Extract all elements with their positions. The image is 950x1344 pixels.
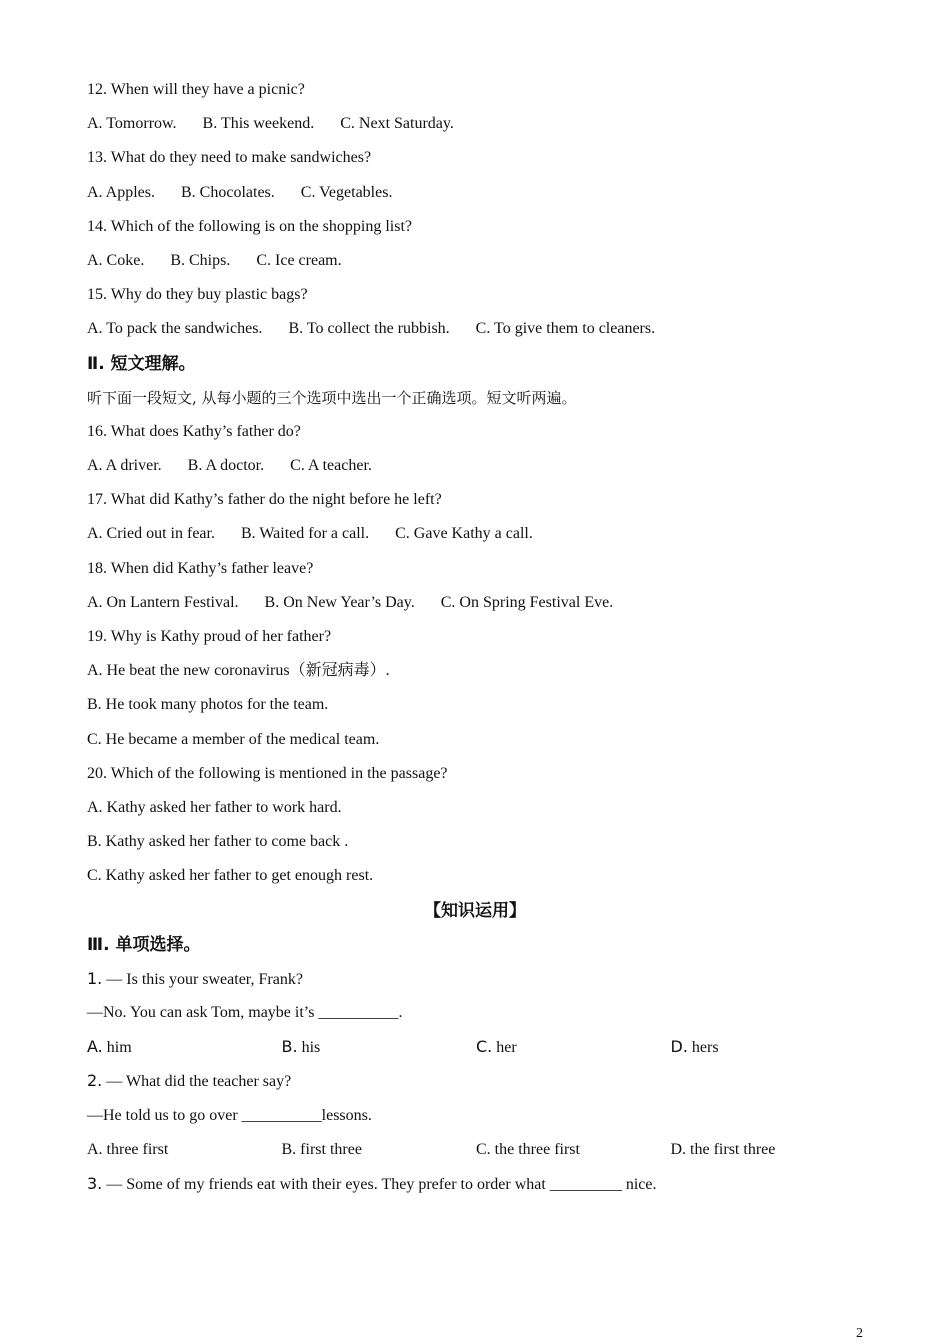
options-k2 (87, 1138, 867, 1172)
option-b: B. Waited for a call. (240, 525, 370, 543)
option-a: A. A driver. (87, 457, 162, 475)
option-19-a: A. He beat the new coronavirus（新冠病毒）. (87, 662, 390, 680)
option-19-b: B. He took many photos for the team. (87, 696, 329, 714)
knowledge-banner: 【知识运用】 (424, 900, 526, 921)
question-k3 (87, 1172, 867, 1206)
question-text: — Is this your sweater, Frank? (102, 970, 303, 988)
question-13: 13. What do they need to make sandwiches? (87, 149, 372, 167)
option-c (476, 1035, 671, 1069)
option-a: A. three first (87, 1140, 169, 1158)
option-letter: B. (281, 1037, 298, 1057)
question-number: 3. (87, 1174, 103, 1193)
question-k2-reply: —He told us to go over __________lessons. (87, 1106, 372, 1124)
question-14: 14. Which of the following is on the shopping list? (87, 217, 413, 235)
option-c: C. Next Saturday. (340, 115, 454, 133)
option-b: B. Chocolates. (181, 183, 275, 201)
question-number: 2. (87, 1071, 103, 1091)
option-text: his (297, 1039, 321, 1057)
section-instruction: 听下面一段短文, 从每小题的三个选项中选出一个正确选项。短文听两遍。 (87, 388, 577, 407)
option-d (671, 1035, 866, 1069)
option-c: C. Vegetables. (300, 183, 393, 201)
option-b: B. On New Year’s Day. (264, 593, 415, 611)
option-b: B. A doctor. (187, 457, 265, 475)
option-b: B. This weekend. (202, 115, 315, 133)
option-20-a: A. Kathy asked her father to work hard. (87, 798, 342, 816)
option-20-c: C. Kathy asked her father to get enough rest. (87, 867, 374, 885)
options-13 (87, 181, 867, 215)
option-c: C. A teacher. (290, 457, 372, 475)
question-k1 (87, 967, 867, 1001)
option-letter: A. (87, 1037, 103, 1057)
question-12: 12. When will they have a picnic? (87, 81, 305, 98)
option-a: A. Apples. (87, 183, 155, 201)
question-k1-reply: —No. You can ask Tom, maybe it’s __________. (87, 1004, 403, 1022)
option-c: C. the three first (476, 1140, 580, 1158)
options-15 (87, 317, 867, 351)
question-20: 20. Which of the following is mentioned in the passage? (87, 764, 448, 782)
option-a: A. On Lantern Festival. (87, 593, 239, 611)
option-letter: D. (670, 1037, 688, 1057)
option-b: B. To collect the rubbish. (288, 320, 450, 338)
option-c: C. Gave Kathy a call. (395, 525, 533, 543)
options-17 (87, 522, 867, 556)
question-number: 1. (87, 968, 103, 988)
option-b: B. first three (281, 1140, 362, 1158)
option-a: A. Coke. (87, 251, 145, 269)
option-a: A. Cried out in fear. (87, 525, 215, 543)
option-a (87, 1035, 282, 1069)
question-18: 18. When did Kathy’s father leave? (87, 559, 314, 577)
page-number: 2 (856, 1326, 863, 1341)
question-17: 17. What did Kathy’s father do the night before he left? (87, 491, 442, 509)
option-text: hers (687, 1039, 719, 1057)
question-text: — What did the teacher say? (102, 1073, 292, 1091)
options-16 (87, 454, 867, 488)
section-heading-choice: Ⅲ. 单项选择。 (87, 934, 201, 955)
question-15: 15. Why do they buy plastic bags? (87, 286, 308, 304)
options-12 (87, 112, 867, 146)
option-20-b: B. Kathy asked her father to come back . (87, 833, 349, 851)
option-a: A. To pack the sandwiches. (87, 320, 263, 338)
option-c: C. To give them to cleaners. (475, 320, 656, 338)
option-b: B. Chips. (170, 251, 231, 269)
option-c: C. Ice cream. (256, 251, 342, 269)
option-b (282, 1035, 477, 1069)
question-k2 (87, 1069, 867, 1103)
question-text: — Some of my friends eat with their eyes. They prefer to order what _________ nice. (102, 1176, 657, 1193)
question-19: 19. Why is Kathy proud of her father? (87, 628, 332, 645)
options-14 (87, 249, 867, 283)
question-16: 16. What does Kathy’s father do? (87, 422, 301, 440)
document-page (87, 78, 867, 1206)
option-a: A. Tomorrow. (87, 115, 177, 133)
option-text: her (492, 1039, 517, 1057)
option-text: him (102, 1039, 132, 1057)
section-heading-reading: Ⅱ. 短文理解。 (87, 353, 196, 374)
options-18 (87, 591, 867, 625)
options-k1 (87, 1035, 867, 1069)
option-c: C. On Spring Festival Eve. (440, 593, 614, 611)
option-letter: C. (476, 1037, 493, 1057)
option-19-c: C. He became a member of the medical team. (87, 730, 380, 748)
option-d: D. the first three (670, 1140, 776, 1158)
